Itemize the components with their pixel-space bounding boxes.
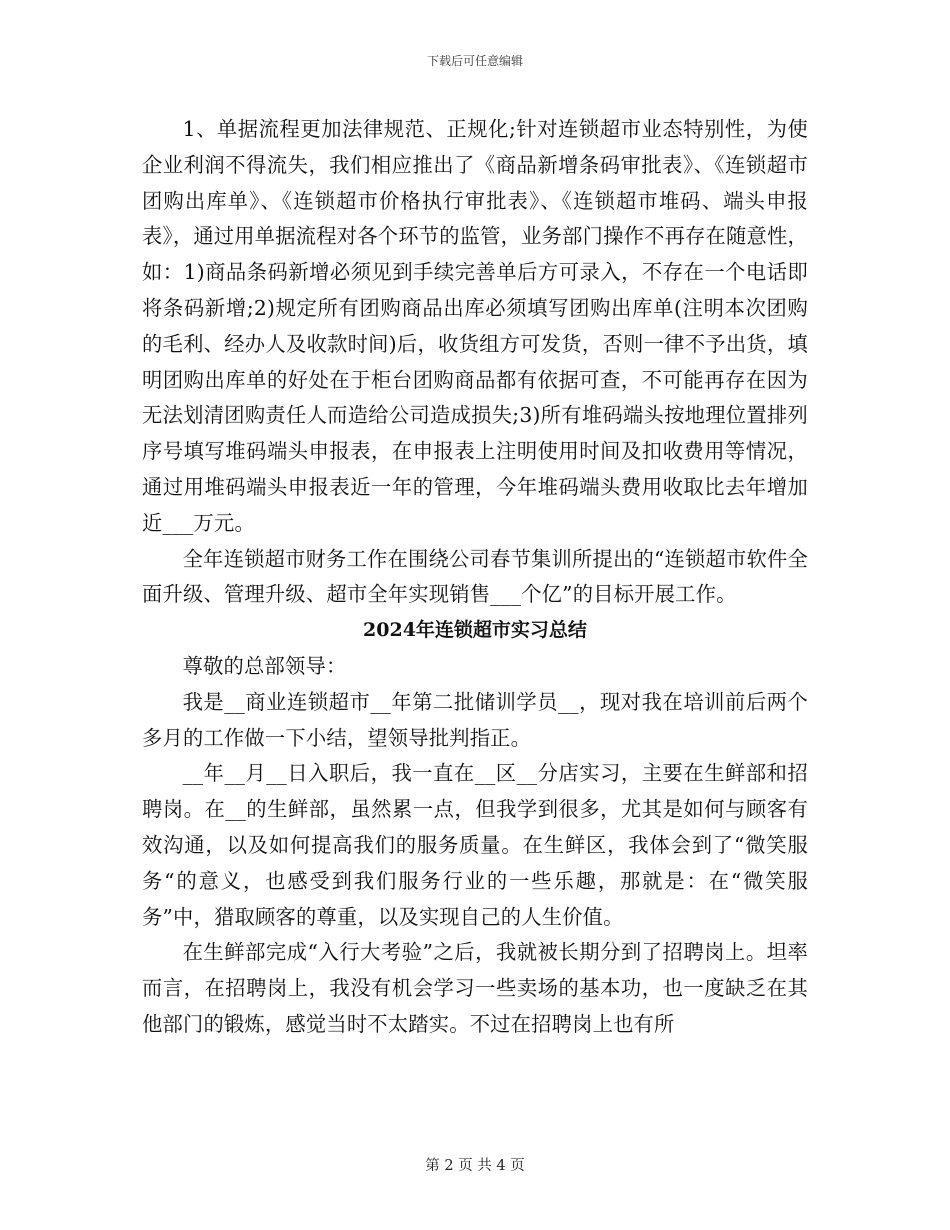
paragraph-document-flow: 1、单据流程更加法律规范、正规化;针对连锁超市业态特别性，为使企业利润不得流失，我们相应推出了《商品新增条码审批表》、《连锁超市团购出库单》、《连锁超市价格执行审批表》、《连锁超市堆码、端头申报表》，通过用单据流程对各个环节的监管，业务部门操作不再存在随意性，如：1)商品条码新增必须见到手续完善单后方可录入，不存在一个电话即将条码新增;2)规定所有团购商品出库必须填写团购出库单(注明本次团购的毛利、经办人及收款时间)后，收货组方可发货，否则一律不予出货，填明团购出库单的好处在于柜台团购商品都有依据可查，不可能再存在因为无法划清团购责任人而造给公司造成损失;3)所有堆码端头按地理位置排列序号填写堆码端头申报表，在申报表上注明使用时间及扣收费用等情况，通过用堆码端头申报表近一年的管理，今年堆码端头费用收取比去年增加近___万元。 xyxy=(142,117,808,535)
paragraph-recruitment-post: 在生鲜部完成“入行大考验”之后，我就被长期分到了招聘岗上。坦率而言，在招聘岗上，我没有机会学习一些卖场的基本功，也一度缺乏在其他部门的锻炼，感觉当时不太踏实。不过在招聘岗上也有所 xyxy=(142,940,808,1036)
document-body xyxy=(142,112,808,1043)
section-title: 2024年连锁超市实习总结 xyxy=(363,619,587,642)
page-header: 下载后可任意编辑 xyxy=(426,54,523,68)
page-footer: 第 2 页 共 4 页 xyxy=(425,1158,525,1174)
paragraph-introduction: 我是__商业连锁超市__年第二批储训学员__，现对我在培训前后两个多月的工作做一下小结，望领导批判指正。 xyxy=(142,689,808,750)
paragraph-annual-finance: 全年连锁超市财务工作在围绕公司春节集训所提出的“连锁超市软件全面升级、管理升级、超市全年实现销售___个亿”的目标开展工作。 xyxy=(142,546,808,607)
paragraph-fresh-department: __年__月__日入职后，我一直在__区__分店实习，主要在生鲜部和招聘岗。在__的生鲜部，虽然累一点，但我学到很多，尤其是如何与顾客有效沟通，以及如何提高我们的服务质量。在生鲜区，我体会到了“微笑服务“的意义，也感受到我们服务行业的一些乐趣，那就是：在“微笑服务”中，猎取顾客的尊重，以及实现自己的人生价值。 xyxy=(142,761,808,929)
paragraph-salutation: 尊敬的总部领导： xyxy=(182,653,347,678)
